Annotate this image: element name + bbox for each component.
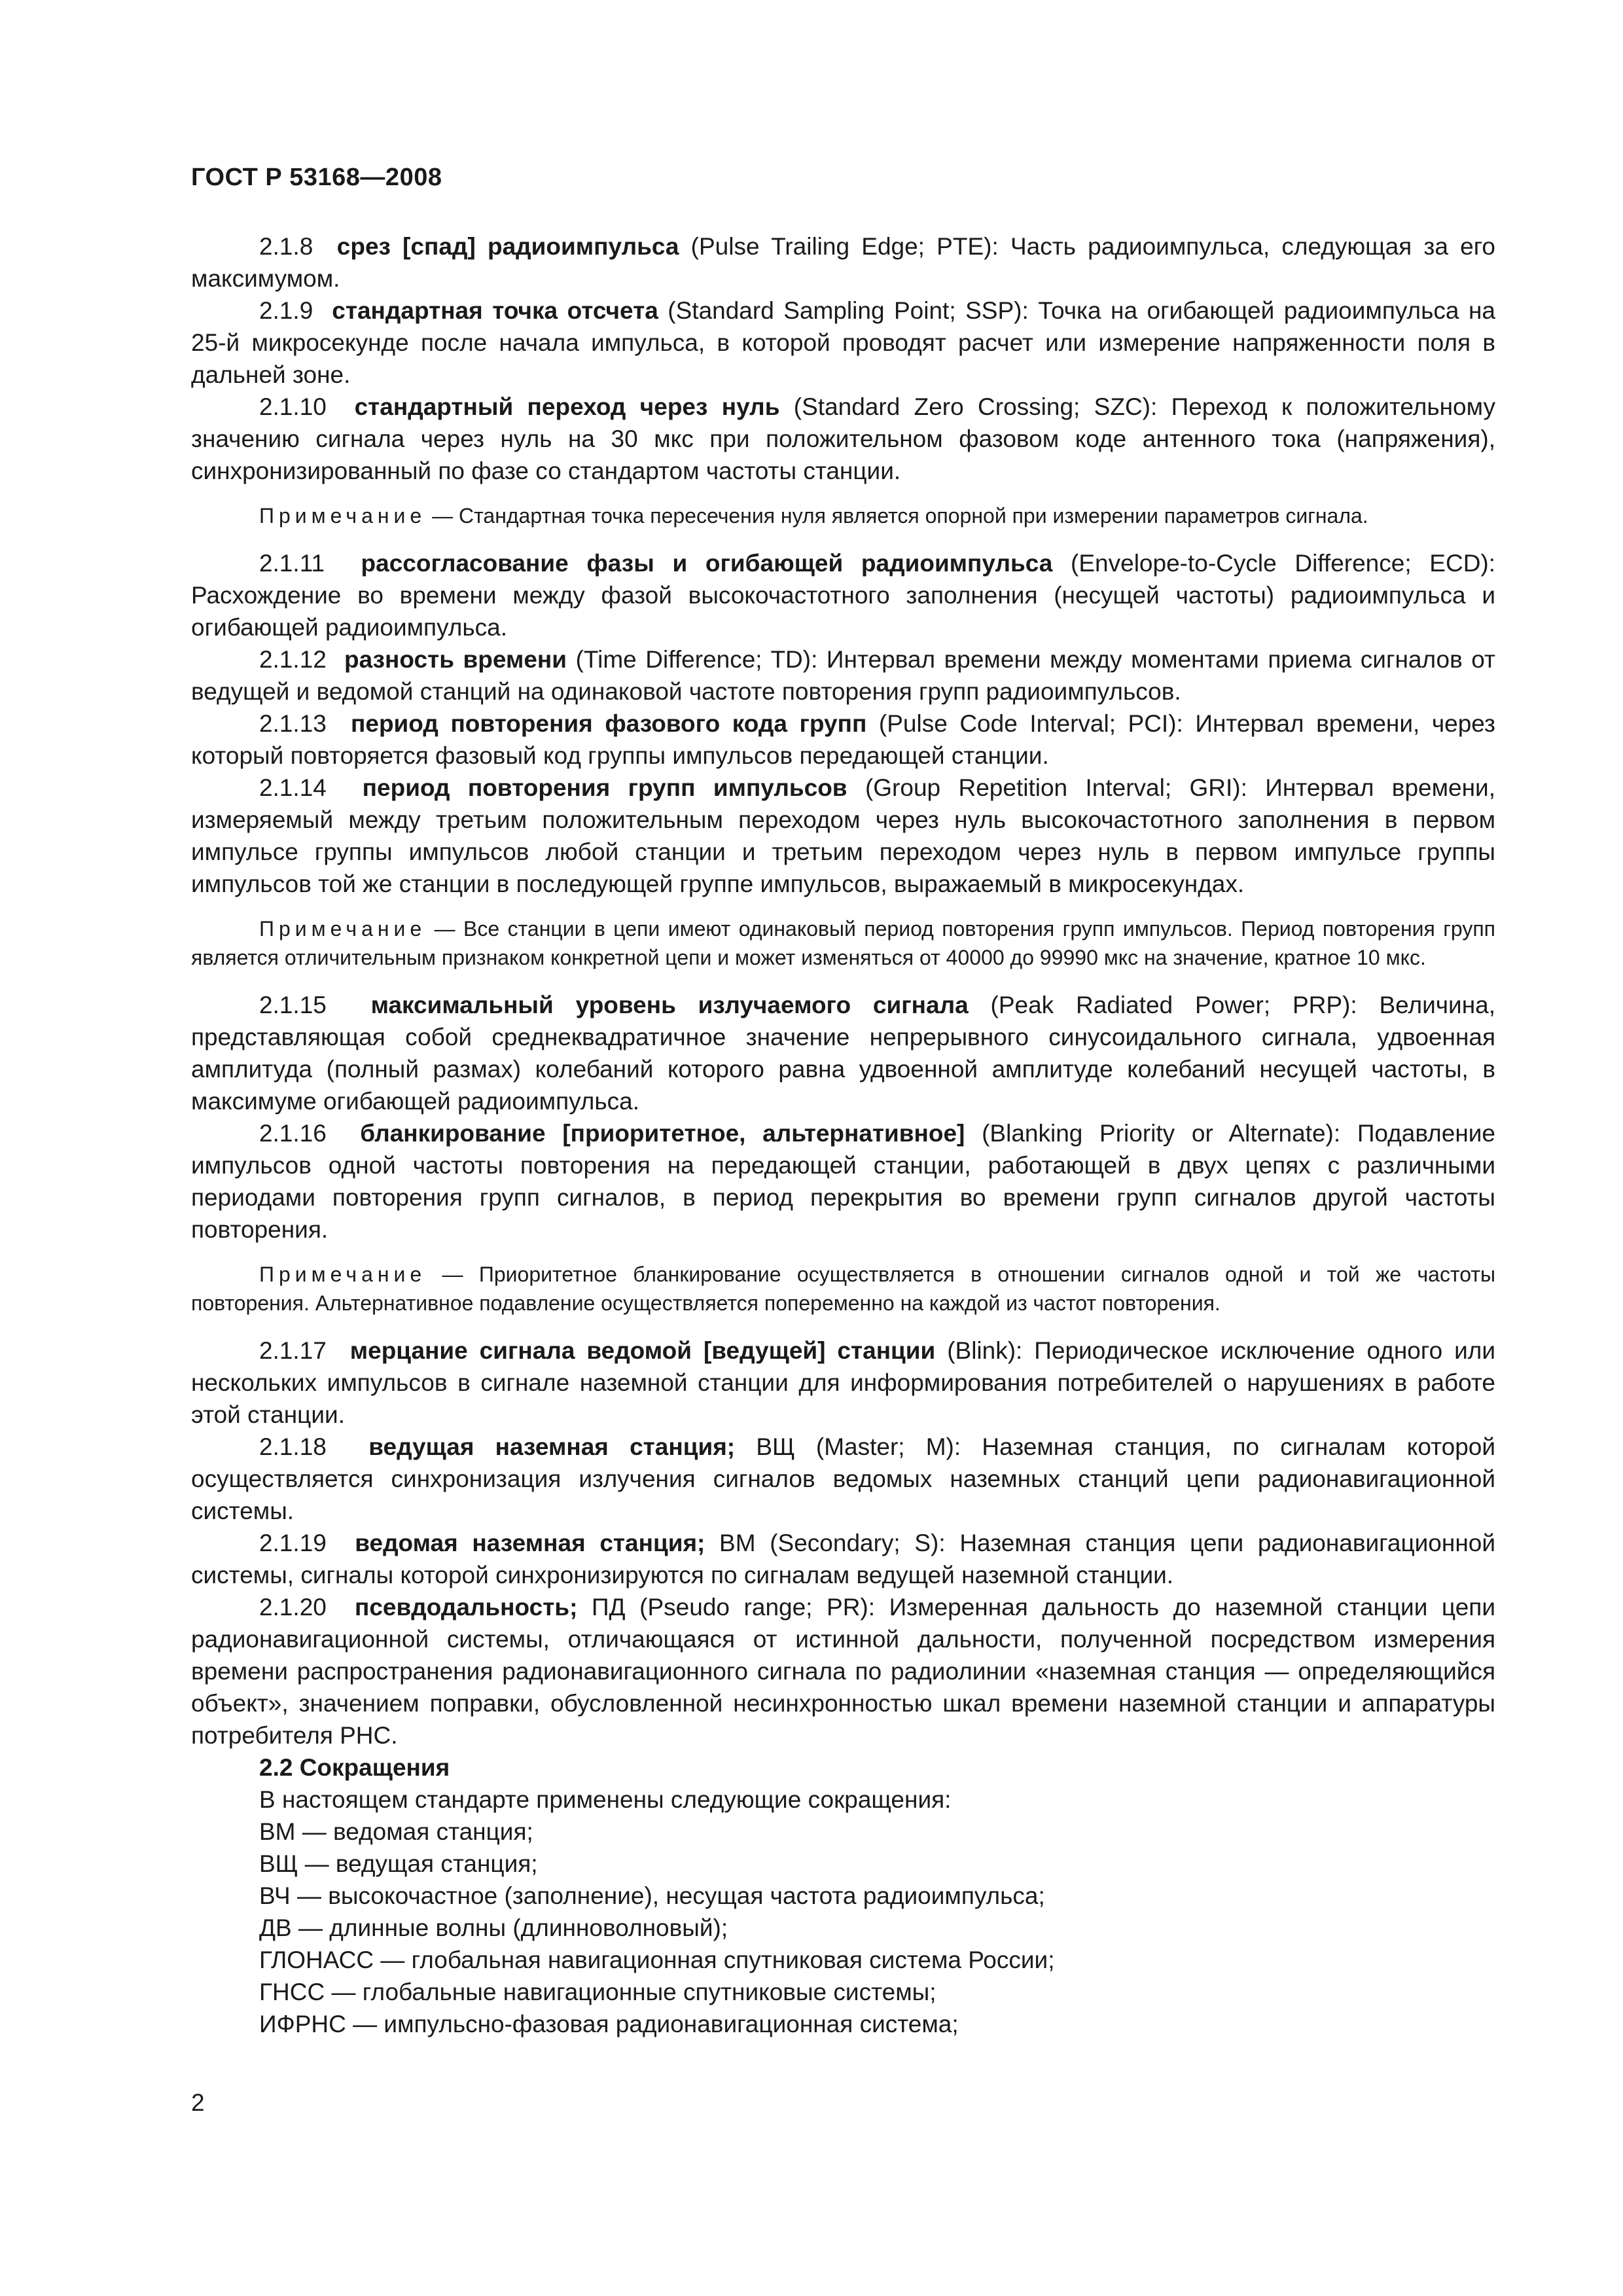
definition-number: 2.1.20 (259, 1594, 327, 1621)
definition-text: (Pulse Code Interval; PCI): Интервал времени, через который повторяется фазовый код группы импульсов передающей станции. (191, 710, 1496, 769)
abbreviation-item: ДВ — длинные волны (длинноволновый); (259, 1914, 728, 1941)
definition-number: 2.1.15 (259, 992, 327, 1018)
definition-term: бланкирование [приоритетное, альтернативное] (360, 1120, 965, 1147)
definition-2-1-16 (191, 1117, 1495, 1246)
definition-number: 2.1.14 (259, 774, 327, 801)
definition-text: (Pulse Trailing Edge; PTE): Часть радиоимпульса, следующая за его максимумом. (191, 233, 1496, 292)
definition-2-1-15 (191, 989, 1495, 1117)
abbreviation-item: ВЩ — ведущая станция; (259, 1850, 538, 1877)
definition-2-1-12 (191, 643, 1495, 708)
definition-term: стандартный переход через нуль (354, 393, 780, 420)
definition-term: ведомая наземная станция; (355, 1530, 705, 1556)
abbreviation-item: ГЛОНАСС — глобальная навигационная спутниковая система России; (259, 1946, 1055, 1973)
definition-term: рассогласование фазы и огибающей радиоимпульса (361, 550, 1053, 577)
definition-text: (Standard Zero Crossing; SZC): Переход к положительному значению сигнала через нуль на 30 мкс при положительном фазовом коде антенного тока (напряжения), синхронизированный по фазе со стандартом частоты станции. (191, 393, 1495, 484)
definition-text: (Blink): Периодическое исключение одного или нескольких импульсов в сигнале наземной станции для информирования потребителей о нарушениях в работе этой станции. (191, 1337, 1495, 1428)
page-number: 2 (191, 2089, 205, 2116)
definition-text: (Standard Sampling Point; SSP): Точка на огибающей радиоимпульса на 25-й микросекунде после начала импульса, в которой проводят расчет или измерение напряженности поля в дальней зоне. (191, 297, 1495, 388)
definition-text: (Envelope-to-Cycle Difference; ECD): Расхождение во времени между фазой высокочастотного заполнения (несущей частоты) радиоимпульса и огибающей радиоимпульса. (191, 550, 1496, 641)
definition-2-1-10 (191, 391, 1495, 487)
definition-2-1-19 (191, 1527, 1495, 1591)
definition-term: стандартная точка отсчета (332, 297, 658, 324)
definition-number: 2.1.8 (259, 233, 313, 260)
abbreviations-intro: В настоящем стандарте применены следующие сокращения: (259, 1786, 952, 1813)
definition-number: 2.1.13 (259, 710, 327, 737)
note-label: Примечание (259, 504, 427, 528)
definition-term: псевдодальность; (355, 1594, 578, 1621)
definition-2-1-13 (191, 708, 1495, 772)
definition-2-1-17 (191, 1335, 1495, 1431)
definition-term: период повторения фазового кода групп (351, 710, 867, 737)
abbreviation-item: ИФРНС — импульсно-фазовая радионавигационная система; (259, 2011, 959, 2037)
definition-text: ПД (Pseudo range; PR): Измеренная дальность до наземной станции цепи радионавигационной системы, отличающаяся от истинной дальности, полученной посредством измерения времени распространения радионавигационного сигнала по радиолинии «наземная станция — определяющийся объект», значением поправки, обусловленной несинхронностью шкал времени наземной станции и аппаратуры потребителя РНС. (191, 1594, 1495, 1749)
note-label: Примечание (259, 917, 427, 941)
definition-text: (Blanking Priority or Alternate): Подавление импульсов одной частоты повторения на передающей станции, работающей в двух цепях с различными периодами повторения групп сигналов, в период перекрытия во времени групп сигналов другой частоты повторения. (191, 1120, 1495, 1243)
definition-2-1-8 (191, 230, 1495, 295)
definition-term: разность времени (344, 646, 567, 673)
note-text: — Приоритетное бланкирование осуществляется в отношении сигналов одной и той же частоты повторения. Альтернативное подавление осуществляется попеременно на каждой из частот повторения. (191, 1263, 1495, 1315)
note-text: — Стандартная точка пересечения нуля является опорной при измерении параметров сигнала. (426, 504, 1368, 528)
definition-term: ведущая наземная станция; (368, 1433, 736, 1460)
definition-term: максимальный уровень излучаемого сигнала (370, 992, 969, 1018)
section-heading-abbreviations: 2.2 Сокращения (259, 1754, 450, 1781)
definition-2-1-9 (191, 295, 1495, 391)
definition-number: 2.1.19 (259, 1530, 327, 1556)
definition-2-1-20 (191, 1591, 1495, 1751)
definition-text: (Group Repetition Interval; GRI): Интервал времени, измеряемый между третьим положительным переходом через нуль высокочастотного заполнения в первом импульсе группы импульсов любой станции и третьим переходом через нуль в первом импульсе группы импульсов той же станции в последующей группе импульсов, выражаемый в микросекундах. (191, 774, 1496, 897)
definition-number: 2.1.12 (259, 646, 327, 673)
note-3 (191, 1260, 1495, 1318)
note-1 (191, 501, 1495, 530)
definition-number: 2.1.17 (259, 1337, 327, 1364)
definition-text: ВЩ (Master; M): Наземная станция, по сигналам которой осуществляется синхронизация излучения сигналов ведомых наземных станций цепи радионавигационной системы. (191, 1433, 1496, 1524)
definition-number: 2.1.11 (259, 550, 325, 577)
abbreviation-item: ВЧ — высокочастное (заполнение), несущая частота радиоимпульса; (259, 1882, 1045, 1909)
definition-term: период повторения групп импульсов (362, 774, 847, 801)
definition-2-1-18 (191, 1431, 1495, 1527)
note-text: — Все станции в цепи имеют одинаковый период повторения групп импульсов. Период повторения групп является отличительным признаком конкретной цепи и может изменяться от 40000 до 99990 мкс на значение, кратное 10 мкс. (191, 917, 1495, 969)
page-header-doc-id: ГОСТ Р 53168—2008 (191, 164, 442, 191)
definition-term: срез [спад] радиоимпульса (336, 233, 679, 260)
definition-2-1-14 (191, 772, 1495, 900)
definition-2-1-11 (191, 547, 1495, 643)
definition-text: ВМ (Secondary; S): Наземная станция цепи радионавигационной системы, сигналы которой синхронизируются по сигналам ведущей наземной станции. (191, 1530, 1495, 1588)
definition-text: (Peak Radiated Power; PRP): Величина, представляющая собой среднеквадратичное значение непрерывного синусоидального сигнала, удвоенная амплитуда (полный размах) колебаний которого равна удвоенной амплитуде колебаний несущей частоты, в максимуме огибающей радиоимпульса. (191, 992, 1495, 1115)
definition-number: 2.1.9 (259, 297, 313, 324)
definition-term: мерцание сигнала ведомой [ведущей] станции (349, 1337, 936, 1364)
note-2 (191, 914, 1495, 972)
definition-number: 2.1.16 (259, 1120, 327, 1147)
definition-number: 2.1.18 (259, 1433, 327, 1460)
definition-text: (Time Difference; TD): Интервал времени между моментами приема сигналов от ведущей и ведомой станций на одинаковой частоте повторения групп радиоимпульсов. (191, 646, 1495, 705)
document-body (191, 230, 1495, 2040)
definition-number: 2.1.10 (259, 393, 327, 420)
abbreviation-item: ВМ — ведомая станция; (259, 1818, 533, 1845)
abbreviation-item: ГНСС — глобальные навигационные спутниковые системы; (259, 1979, 936, 2005)
note-label: Примечание (259, 1263, 427, 1286)
